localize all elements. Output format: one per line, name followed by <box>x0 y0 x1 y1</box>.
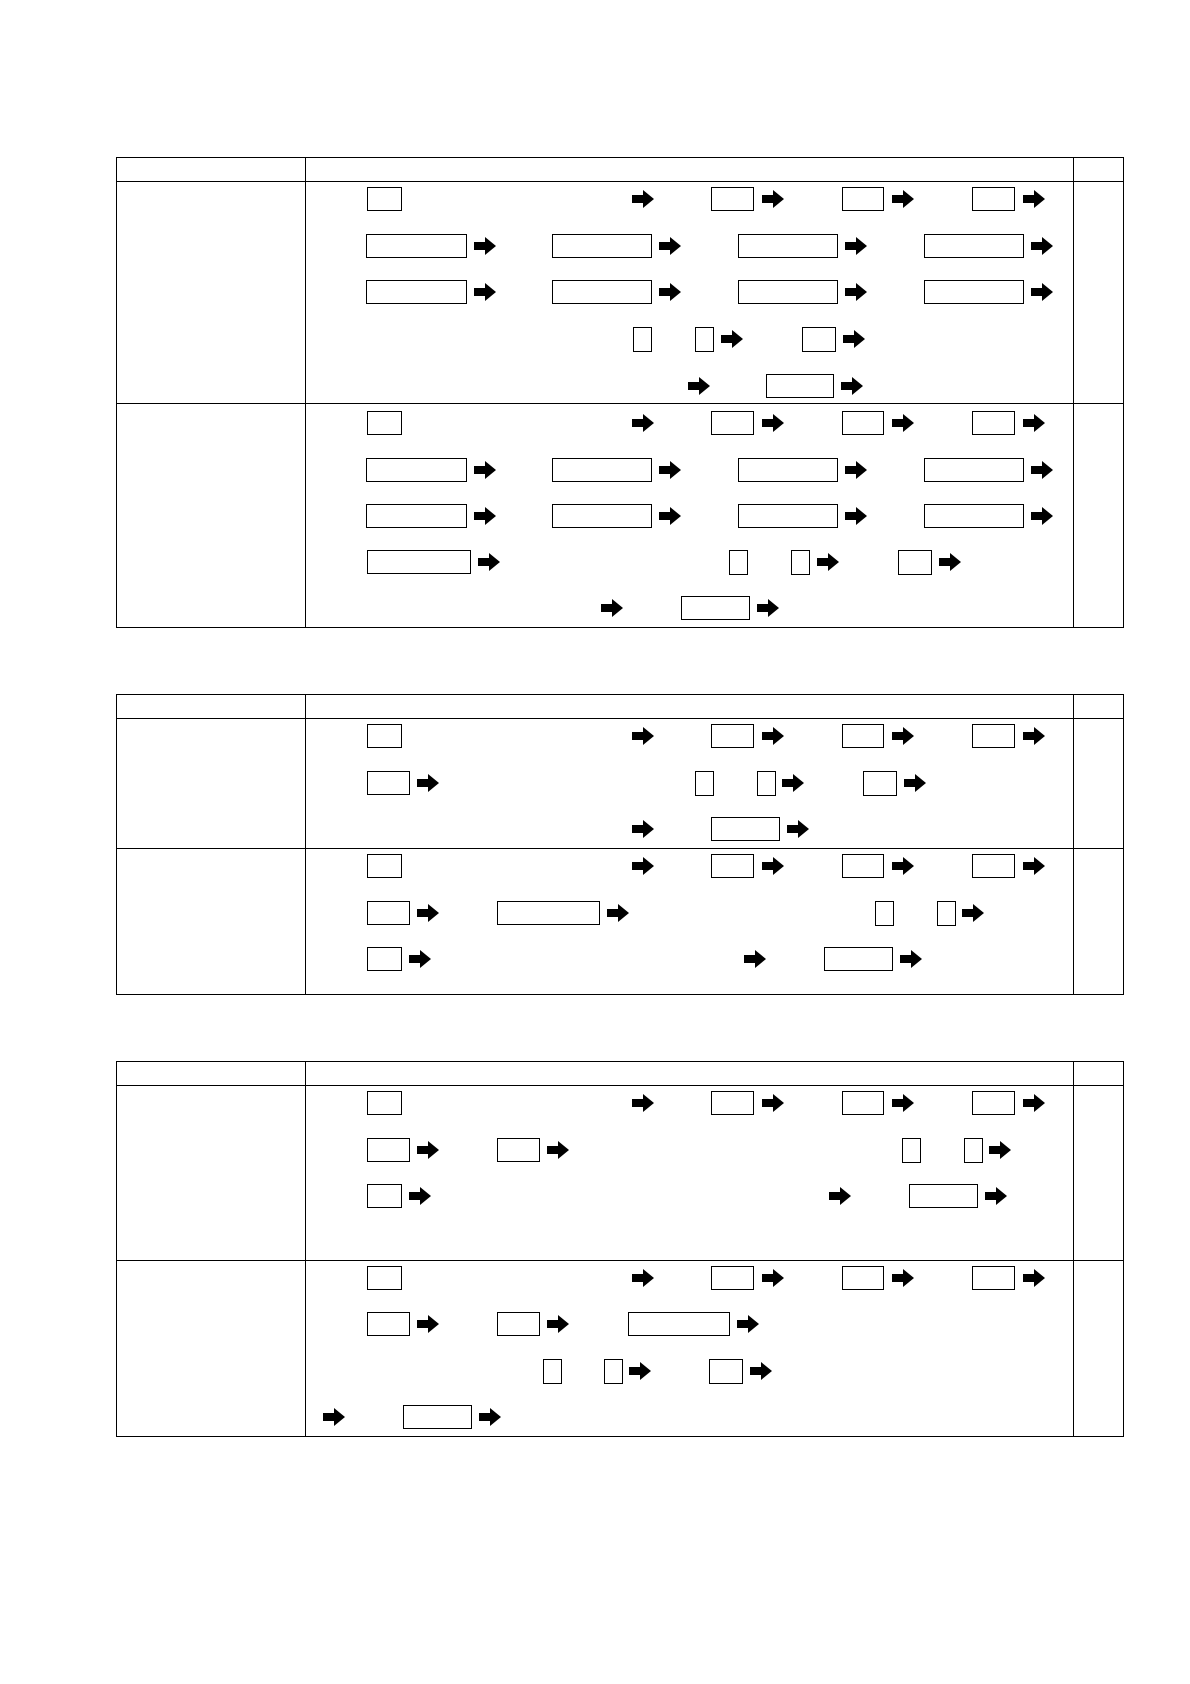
key-box <box>403 1405 472 1429</box>
key-box <box>842 724 884 748</box>
key-box <box>711 817 780 841</box>
key-box <box>681 596 750 620</box>
table-1-col-divider <box>305 157 306 628</box>
key-box <box>924 458 1024 482</box>
key-box <box>924 234 1024 258</box>
table-1-row-1-note <box>1074 182 1123 402</box>
key-box <box>711 1266 754 1290</box>
right-arrow-icon <box>845 461 867 479</box>
key-box <box>552 504 652 528</box>
right-arrow-icon <box>721 330 743 348</box>
table-1-row-1-label <box>117 182 304 402</box>
key-box <box>367 771 410 795</box>
key-box <box>711 854 754 878</box>
key-box <box>633 327 652 352</box>
key-box <box>842 187 884 211</box>
right-arrow-icon <box>659 283 681 301</box>
key-box <box>711 411 754 435</box>
key-box <box>367 1091 402 1115</box>
right-arrow-icon <box>762 1094 784 1112</box>
right-arrow-icon <box>1023 1094 1045 1112</box>
right-arrow-icon <box>1023 857 1045 875</box>
right-arrow-icon <box>1031 283 1053 301</box>
table-1-header-col2 <box>306 158 1072 180</box>
table-3-col-divider <box>305 1061 306 1437</box>
right-arrow-icon <box>817 553 839 571</box>
table-3-header-col2 <box>306 1062 1072 1084</box>
key-box <box>824 947 893 971</box>
right-arrow-icon <box>1023 1269 1045 1287</box>
table-3-header-col3 <box>1074 1062 1123 1084</box>
key-box <box>366 504 467 528</box>
key-box <box>367 1312 410 1336</box>
table-3-header-col1 <box>117 1062 304 1084</box>
right-arrow-icon <box>632 414 654 432</box>
key-box <box>366 458 467 482</box>
right-arrow-icon <box>841 377 863 395</box>
key-box <box>842 1091 884 1115</box>
right-arrow-icon <box>688 377 710 395</box>
table-3-row-2-note <box>1074 1261 1123 1436</box>
right-arrow-icon <box>632 857 654 875</box>
key-box <box>863 771 897 796</box>
key-box <box>604 1359 623 1384</box>
right-arrow-icon <box>659 237 681 255</box>
key-box <box>367 1266 402 1290</box>
right-arrow-icon <box>757 599 779 617</box>
right-arrow-icon <box>782 774 804 792</box>
key-box <box>709 1359 743 1384</box>
right-arrow-icon <box>478 553 500 571</box>
right-arrow-icon <box>479 1408 501 1426</box>
right-arrow-icon <box>1023 414 1045 432</box>
table-2-row-1-label <box>117 719 304 847</box>
right-arrow-icon <box>737 1315 759 1333</box>
key-box <box>972 854 1015 878</box>
key-box <box>367 1184 402 1208</box>
right-arrow-icon <box>845 283 867 301</box>
key-box <box>902 1138 921 1163</box>
table-1-row-2-label <box>117 404 304 627</box>
right-arrow-icon <box>409 1187 431 1205</box>
right-arrow-icon <box>762 414 784 432</box>
key-box <box>711 187 754 211</box>
right-arrow-icon <box>900 950 922 968</box>
right-arrow-icon <box>1031 237 1053 255</box>
key-box <box>909 1184 978 1208</box>
table-2-header-col3 <box>1074 695 1123 717</box>
right-arrow-icon <box>989 1141 1011 1159</box>
key-box <box>898 550 932 575</box>
right-arrow-icon <box>750 1362 772 1380</box>
table-2-row-2-note <box>1074 849 1123 994</box>
table-3-row-1-note <box>1074 1086 1123 1259</box>
table-3-row-2-label <box>117 1261 304 1436</box>
key-box <box>757 771 776 796</box>
right-arrow-icon <box>1023 190 1045 208</box>
right-arrow-icon <box>1023 727 1045 745</box>
key-box <box>972 724 1015 748</box>
right-arrow-icon <box>762 1269 784 1287</box>
table-1-header-col1 <box>117 158 304 180</box>
right-arrow-icon <box>962 904 984 922</box>
key-box <box>972 1091 1015 1115</box>
right-arrow-icon <box>744 950 766 968</box>
key-box <box>802 327 836 352</box>
key-box <box>972 187 1015 211</box>
right-arrow-icon <box>417 1141 439 1159</box>
right-arrow-icon <box>892 857 914 875</box>
right-arrow-icon <box>845 507 867 525</box>
right-arrow-icon <box>892 414 914 432</box>
table-1-header-col3 <box>1074 158 1123 180</box>
key-box <box>366 234 467 258</box>
right-arrow-icon <box>547 1315 569 1333</box>
key-box <box>842 411 884 435</box>
right-arrow-icon <box>904 774 926 792</box>
right-arrow-icon <box>474 237 496 255</box>
key-box <box>738 280 838 304</box>
key-box <box>711 724 754 748</box>
key-box <box>628 1312 730 1336</box>
right-arrow-icon <box>892 727 914 745</box>
table-2-header-col2 <box>306 695 1072 717</box>
right-arrow-icon <box>632 190 654 208</box>
right-arrow-icon <box>892 1269 914 1287</box>
key-box <box>695 327 714 352</box>
right-arrow-icon <box>323 1408 345 1426</box>
right-arrow-icon <box>762 190 784 208</box>
right-arrow-icon <box>845 237 867 255</box>
key-box <box>791 550 810 575</box>
right-arrow-icon <box>762 857 784 875</box>
right-arrow-icon <box>632 820 654 838</box>
key-box <box>924 280 1024 304</box>
key-box <box>738 458 838 482</box>
right-arrow-icon <box>474 283 496 301</box>
key-box <box>972 411 1015 435</box>
key-box <box>842 1266 884 1290</box>
right-arrow-icon <box>601 599 623 617</box>
key-box <box>552 280 652 304</box>
right-arrow-icon <box>607 904 629 922</box>
right-arrow-icon <box>787 820 809 838</box>
key-box <box>497 1138 540 1162</box>
right-arrow-icon <box>1031 461 1053 479</box>
right-arrow-icon <box>417 1315 439 1333</box>
key-box <box>367 411 402 435</box>
key-box <box>729 550 748 575</box>
right-arrow-icon <box>417 904 439 922</box>
table-2-row-1-note <box>1074 719 1123 847</box>
key-box <box>367 550 471 574</box>
right-arrow-icon <box>985 1187 1007 1205</box>
key-box <box>842 854 884 878</box>
right-arrow-icon <box>632 1269 654 1287</box>
right-arrow-icon <box>417 774 439 792</box>
table-2-header-col1 <box>117 695 304 717</box>
right-arrow-icon <box>409 950 431 968</box>
right-arrow-icon <box>632 1094 654 1112</box>
key-box <box>367 854 402 878</box>
key-box <box>367 187 402 211</box>
key-box <box>875 901 894 926</box>
right-arrow-icon <box>843 330 865 348</box>
key-box <box>552 458 652 482</box>
right-arrow-icon <box>659 507 681 525</box>
right-arrow-icon <box>547 1141 569 1159</box>
key-box <box>738 504 838 528</box>
right-arrow-icon <box>629 1362 651 1380</box>
table-3-row-1-label <box>117 1086 304 1259</box>
key-box <box>367 947 402 971</box>
key-box <box>964 1138 983 1163</box>
key-box <box>367 1138 410 1162</box>
right-arrow-icon <box>474 461 496 479</box>
right-arrow-icon <box>939 553 961 571</box>
right-arrow-icon <box>474 507 496 525</box>
right-arrow-icon <box>829 1187 851 1205</box>
key-box <box>543 1359 562 1384</box>
right-arrow-icon <box>632 727 654 745</box>
key-box <box>497 901 600 925</box>
key-box <box>695 771 714 796</box>
right-arrow-icon <box>892 1094 914 1112</box>
right-arrow-icon <box>1031 507 1053 525</box>
key-box <box>366 280 467 304</box>
key-box <box>497 1312 540 1336</box>
right-arrow-icon <box>659 461 681 479</box>
right-arrow-icon <box>762 727 784 745</box>
key-box <box>924 504 1024 528</box>
key-box <box>972 1266 1015 1290</box>
table-1-row-2-note <box>1074 404 1123 627</box>
key-box <box>711 1091 754 1115</box>
key-box <box>738 234 838 258</box>
table-2-col-divider <box>305 694 306 995</box>
right-arrow-icon <box>892 190 914 208</box>
key-box <box>937 901 956 926</box>
table-2-row-2-label <box>117 849 304 994</box>
key-box <box>766 374 834 398</box>
key-box <box>367 901 410 925</box>
key-box <box>367 724 402 748</box>
key-box <box>552 234 652 258</box>
